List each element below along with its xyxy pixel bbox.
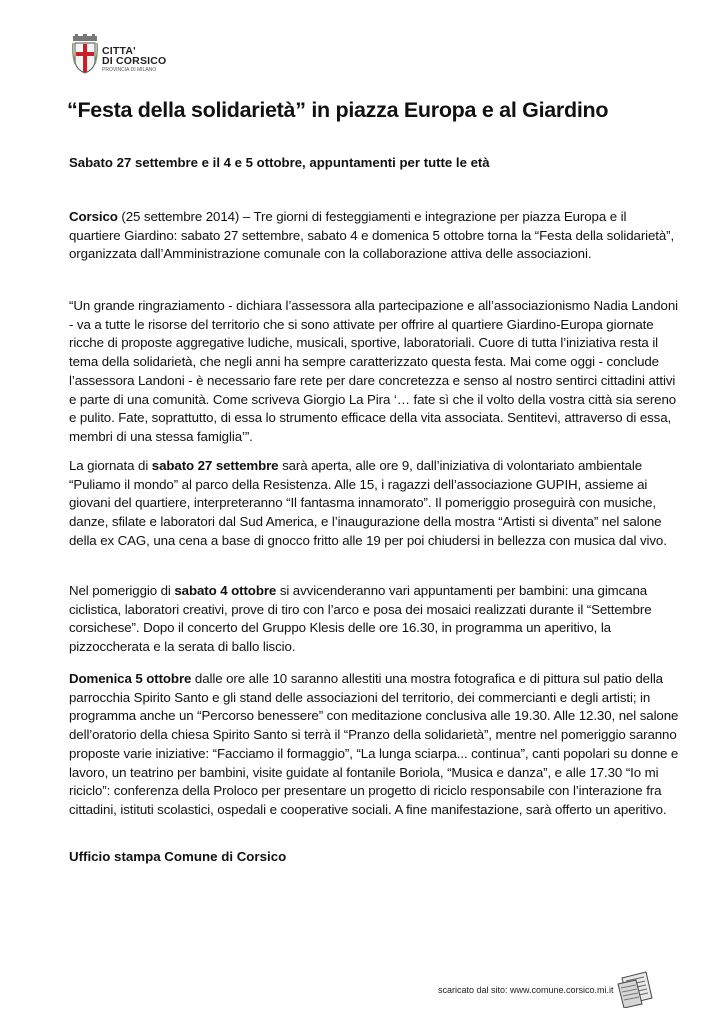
sat27-pre: La giornata di [69,458,152,473]
signature: Ufficio stampa Comune di Corsico [69,849,287,864]
sat4-date: sabato 4 ottobre [174,583,277,598]
paragraph-saturday-4 [69,582,679,657]
sat4-text: si avvicenderanno vari appuntamenti per bambini: una gimcana ciclistica, laboratori creativi, prove di tiro con l’arco e posa dei mosaici realizzati durante il “Settembre corsichese”. Dopo il concerto del Gruppo Klesis delle ore 16.30, in programma un aperitivo, la pizzoccherata e la serata di ballo liscio. [69,583,652,655]
sun5-date: Domenica 5 ottobre [69,671,192,686]
newspaper-icon [616,968,658,1008]
logo-text-province: PROVINCIA DI MILANO [102,67,157,73]
page-subtitle: Sabato 27 settembre e il 4 e 5 ottobre, appuntamenti per tutte le età [69,155,490,170]
intro-lead: Corsico [69,209,118,224]
city-crest-icon [72,34,98,74]
paragraph-quote: “Un grande ringraziamento - dichiara l’assessora alla partecipazione e all’associazionismo Nadia Landoni - va a tutte le risorse del territorio che si sono attivate per offrire al quartiere Giardino-Europa giornate ricche di proposte aggregative ludiche, musicali, sportive, laboratoriali. Cuore di tutta l’iniziativa resta il tema della solidarietà, che negli anni ha sempre caratterizzato questa festa. Mai come oggi - conclude l’assessora Landoni - è necessario fare rete per dare concretezza e senso al nostro sentirci cittadini attivi e parte di una comunità. Come scriveva Giorgio La Pira ‘… fate sì che il volto della vostra città sia sereno e pulito. Fate, soprattutto, di essa lo strumento efficace della vita associata. Sentitevi, attraverso di essa, membri di una stessa famiglia’”. [69,298,678,444]
sun5-text: dalle ore alle 10 saranno allestiti una mostra fotografica e di pittura sul patio della parrocchia Spirito Santo e gli stand delle associazioni del territorio, dei commercianti e degli artisti; in programma anche un “Percorso benessere” con meditazione conclusiva alle 19.30. Alle 12.30, nel salone dell’oratorio della chiesa Spirito Santo si terrà il “Pranzo della solidarietà”, mentre nel pomeriggio saranno proposte varie iniziative: “Facciamo il formaggio”, “La lunga sciarpa... continua”, canti popolari su donne e lavoro, un teatrino per bambini, visite guidate al fontanile Boriola, “Musica e danza”, e alle 17.30 “Io mi riciclo”: conferenza della Proloco per presentare un progetto di riciclo responsabile con l’interazione fra cittadini, istituti scolastici, ospedali e cooperative sociali. A fine manifestazione, sarà offerto un aperitivo. [69,671,679,817]
sat27-date: sabato 27 settembre [151,458,279,473]
sat4-pre: Nel pomeriggio di [69,583,175,598]
paragraph-intro [69,208,679,264]
logo-text-corsico: DI CORSICO [102,55,167,67]
intro-text: (25 settembre 2014) – Tre giorni di festeggiamenti e integrazione per piazza Europa e il quartiere Giardino: sabato 27 settembre, sabato 4 e domenica 5 ottobre torna la “Festa della solidarietà”, organizzata dall’Amministrazione comunale con la collaborazione attiva delle associazioni. [69,209,675,262]
paragraph-saturday-27 [69,457,679,551]
city-logo [72,34,172,78]
page-title: “Festa della solidarietà” in piazza Europa e al Giardino [67,98,609,122]
footer-source: scaricato dal sito: www.comune.corsico.mi.it [438,985,614,995]
paragraph-sunday-5 [69,670,679,820]
logo-text-citta: CITTA' [102,45,136,57]
sat27-text: sarà aperta, alle ore 9, dall’iniziativa di volontariato ambientale “Puliamo il mondo” al parco della Resistenza. Alle 15, i ragazzi dell’associazione GUPIH, assieme ai giovani del quartiere, interpreteranno “Il fantasma innamorato”. Il pomeriggio proseguirà con musiche, danze, sfilate e laboratori dal Sud America, e l’inaugurazione della mostra “Artisti si diventa” nel salone della ex CAG, una cena a base di gnocco fritto alle 19 per poi chiudersi in bellezza con musica dal vivo. [69,458,667,548]
